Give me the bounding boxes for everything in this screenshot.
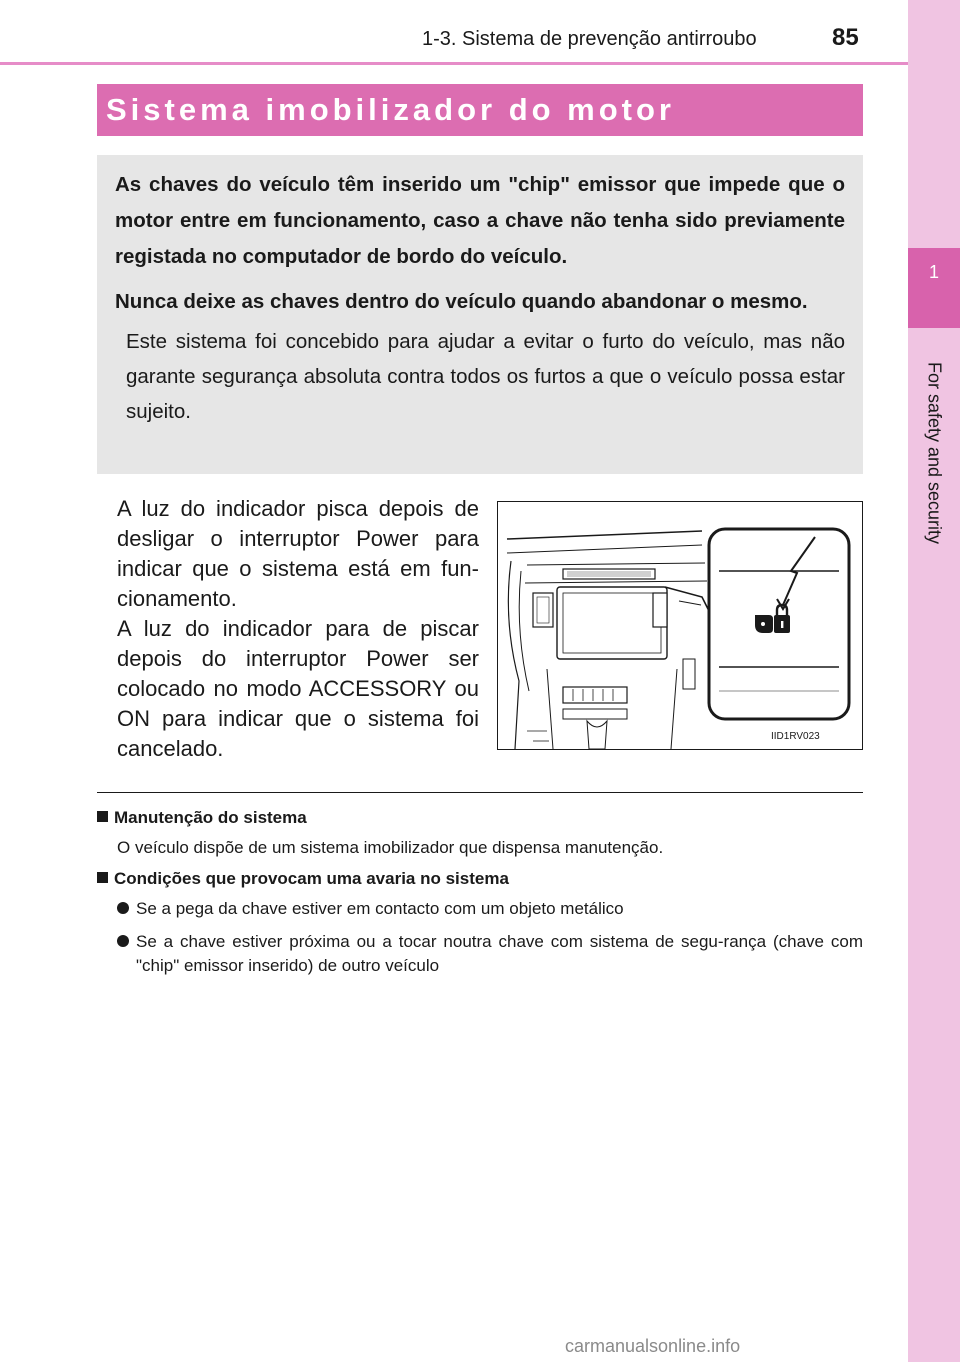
conditions-heading [97, 869, 509, 889]
bullet-dot-icon [117, 935, 129, 947]
conditions-heading-text: Condições que provocam uma avaria no sistema [114, 869, 509, 888]
notice-box [97, 155, 863, 474]
notice-bold-paragraph-2: Nunca deixe as chaves dentro do veículo quando abandonar o mesmo. [115, 290, 808, 313]
chapter-label: For safety and security [924, 361, 945, 545]
maintenance-heading-text: Manutenção do sistema [114, 808, 307, 827]
notice-bold-paragraph-1: As chaves do veículo têm inserido um "chip" emissor que impede que o motor entre em funcionamento, caso a chave não tenha sido previamente registada no computador de bordo do veículo. [115, 173, 845, 268]
section-title: Sistema imobilizador do motor [97, 84, 863, 136]
square-bullet-icon [97, 811, 108, 822]
body-paragraph-2: A luz do indicador para de piscar depois do interruptor Power ser colocado no modo ACCESSORY ou ON para indicar que o sistema foi cancelado. [117, 616, 479, 761]
figure-code: IID1RV023 [771, 731, 820, 742]
maintenance-text: O veículo dispõe de um sistema imobilizador que dispensa manutenção. [117, 838, 664, 857]
list-item [117, 897, 863, 921]
chapter-sidebar [908, 0, 960, 1362]
chapter-number: 1 [928, 262, 939, 282]
dashboard-drawing [497, 501, 863, 750]
chapter-tab [908, 248, 960, 328]
square-bullet-icon [97, 872, 108, 883]
header-rule [0, 62, 908, 65]
section-divider [97, 792, 863, 793]
dashboard-illustration [497, 501, 863, 750]
page-number: 85 [832, 24, 859, 51]
list-item-text: Se a pega da chave estiver em contacto com um objeto metálico [136, 899, 624, 918]
list-item [117, 930, 863, 978]
body-paragraph-1: A luz do indicador pisca depois de desligar o interruptor Power para indicar que o sistema está em fun-cionamento. [117, 496, 479, 611]
list-item-text: Se a chave estiver próxima ou a tocar noutra chave com sistema de segu-rança (chave com "chip" emissor inserido) de outro veículo [136, 932, 863, 975]
watermark: carmanualsonline.info [565, 1336, 741, 1356]
maintenance-heading [97, 808, 307, 828]
running-header: 1-3. Sistema de prevenção antirroubo [422, 28, 757, 50]
body-text [117, 494, 479, 764]
notice-paragraph: Este sistema foi concebido para ajudar a evitar o furto do veículo, mas não garante segurança absoluta contra todos os furtos a que o veículo possa estar sujeito. [126, 330, 845, 423]
bullet-dot-icon [117, 902, 129, 914]
